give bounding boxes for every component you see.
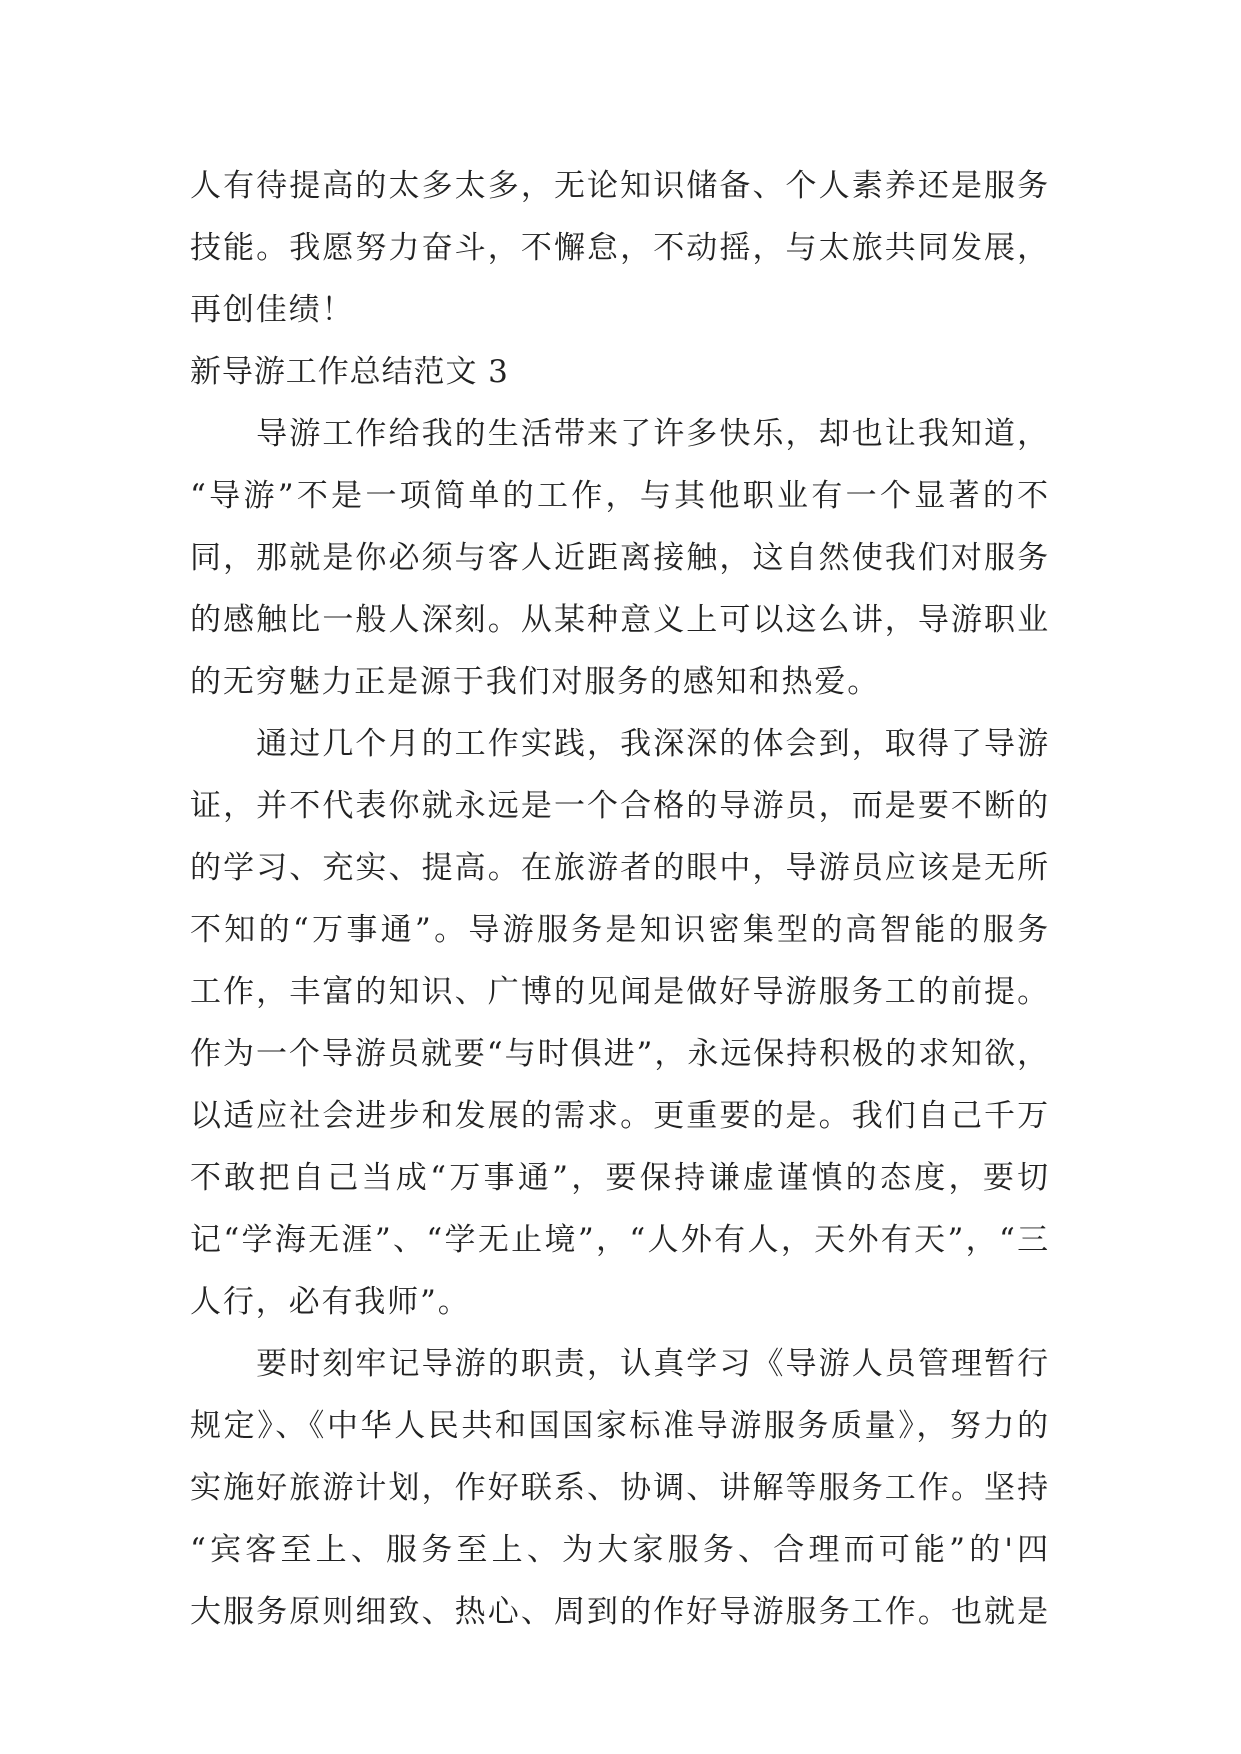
section-heading: 新导游工作总结范文 3 (190, 354, 509, 390)
text-line: 人有待提高的太多太多，无论知识储备、个人素养还是服务 (190, 168, 1050, 204)
text-line: 实施好旅游计划，作好联系、协调、讲解等服务工作。坚持 (190, 1470, 1050, 1506)
text-line: 同，那就是你必须与客人近距离接触，这自然使我们对服务 (190, 540, 1050, 576)
text-line: 不知的“万事通”。导游服务是知识密集型的高智能的服务 (190, 912, 1050, 948)
text-line: 技能。我愿努力奋斗，不懈怠，不动摇，与太旅共同发展， (190, 230, 1050, 266)
text-line: 以适应社会进步和发展的需求。更重要的是。我们自己千万 (190, 1098, 1050, 1134)
text-line: 规定》、《中华人民共和国国家标准导游服务质量》，努力的 (190, 1408, 1050, 1444)
text-line: 导游工作给我的生活带来了许多快乐，却也让我知道， (190, 416, 1050, 452)
document-body (190, 155, 1050, 1643)
text-line: 工作，丰富的知识、广博的见闻是做好导游服务工的前提。 (190, 974, 1050, 1010)
text-line: 的学习、充实、提高。在旅游者的眼中，导游员应该是无所 (190, 850, 1050, 886)
text-line: 人行，必有我师”。 (190, 1284, 471, 1320)
text-line: 大服务原则细致、热心、周到的作好导游服务工作。也就是 (190, 1594, 1050, 1630)
text-line: “导游”不是一项简单的工作，与其他职业有一个显著的不 (190, 478, 1050, 514)
text-line: 的无穷魅力正是源于我们对服务的感知和热爱。 (190, 664, 881, 700)
text-line: “宾客至上、服务至上、为大家服务、合理而可能”的'四 (190, 1532, 1050, 1568)
text-line: 证，并不代表你就永远是一个合格的导游员，而是要不断的 (190, 788, 1050, 824)
text-line: 记“学海无涯”、“学无止境”，“人外有人，天外有天”，“三 (190, 1222, 1050, 1258)
text-line: 的感触比一般人深刻。从某种意义上可以这么讲，导游职业 (190, 602, 1050, 638)
text-line: 要时刻牢记导游的职责，认真学习《导游人员管理暂行 (190, 1346, 1050, 1382)
text-line: 通过几个月的工作实践，我深深的体会到，取得了导游 (190, 726, 1050, 762)
text-line: 再创佳绩！ (190, 292, 355, 328)
text-line: 不敢把自己当成“万事通”，要保持谦虚谨慎的态度，要切 (190, 1160, 1050, 1196)
text-line: 作为一个导游员就要“与时俱进”，永远保持积极的求知欲， (190, 1036, 1050, 1072)
